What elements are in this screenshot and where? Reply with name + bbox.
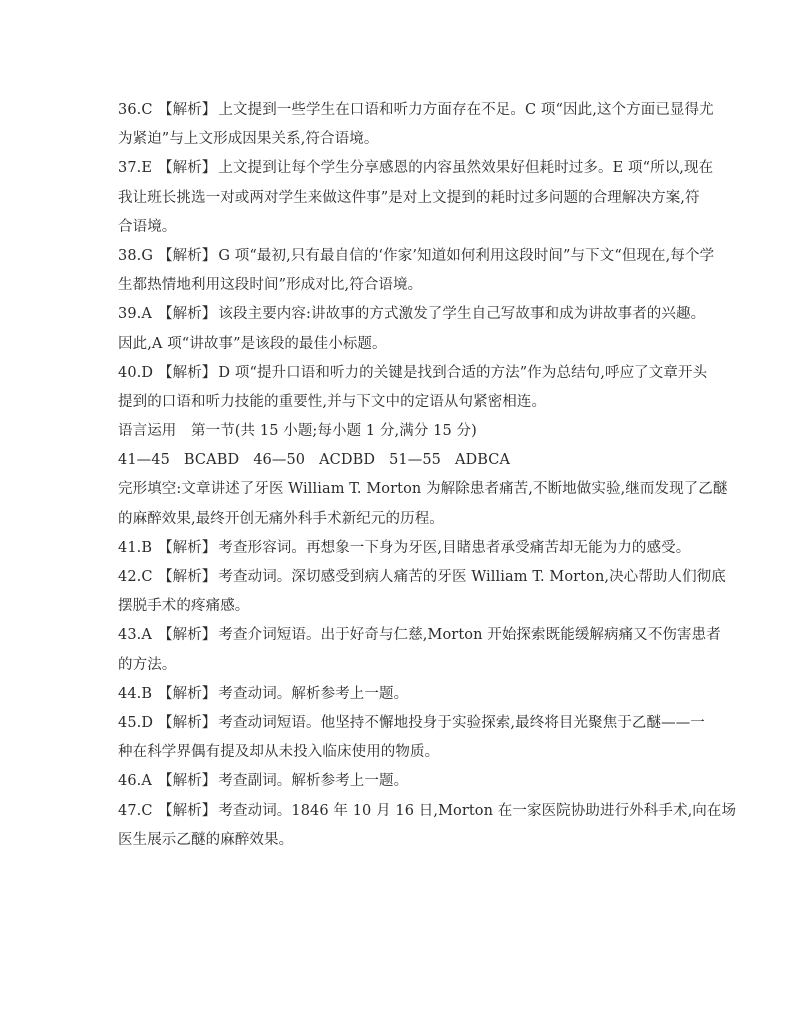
analysis-tag: 【解析】 xyxy=(158,539,217,556)
analysis-tag: 【解析】 xyxy=(158,306,217,323)
analysis-text: 医生展示乙醚的麻醉效果。 xyxy=(118,831,294,848)
question-number: 46.A xyxy=(118,773,152,790)
question-number: 44.B xyxy=(118,685,153,702)
analysis-tag: 【解析】 xyxy=(158,802,217,819)
answer-item-40 xyxy=(118,359,708,417)
question-number: 45.D xyxy=(118,714,154,731)
analysis-tag: 【解析】 xyxy=(158,247,217,264)
answer-item-37 xyxy=(118,154,714,242)
analysis-tag: 【解析】 xyxy=(158,627,217,644)
analysis-text: 考查形容词。再想象一下身为牙医,目睹患者承受痛苦却无能为力的感受。 xyxy=(218,539,691,556)
analysis-text: 上文提到让每个学生分享感恩的内容虽然效果好但耗时过多。E 项“所以,现在 xyxy=(218,160,714,177)
analysis-text: 考查动词短语。他坚持不懈地投身于实验探索,最终将目光聚焦于乙醚——一 xyxy=(218,714,705,731)
analysis-text: 种在科学界偶有提及却从未投入临床使用的物质。 xyxy=(118,744,440,761)
answer-item-45 xyxy=(118,709,705,767)
analysis-text: 我让班长挑选一对或两对学生来做这件事”是对上文提到的耗时过多问题的合理解决方案,符 xyxy=(118,189,700,206)
question-number: 38.G xyxy=(118,247,154,264)
answer-range: 41—45 xyxy=(118,452,170,469)
summary-text: 的麻醉效果,最终开创无痛外科手术新纪元的历程。 xyxy=(118,510,444,527)
analysis-text: G 项“最初,只有最自信的‘作家’知道如何利用这段时间”与下文“但现在,每个学 xyxy=(218,247,715,264)
answer-item-38 xyxy=(118,242,715,300)
analysis-text: 考查介词短语。出于好奇与仁慈,Morton 开始探索既能缓解病痛又不伤害患者 xyxy=(218,627,721,644)
analysis-text: 考查动词。深切感受到病人痛苦的牙医 William T. Morton,决心帮助人们彻底 xyxy=(218,569,726,585)
cloze-summary xyxy=(118,475,728,533)
answer-letters: ACDBD xyxy=(319,452,376,469)
question-number: 47.C xyxy=(118,802,153,819)
analysis-text: 的方法。 xyxy=(118,656,177,673)
answer-range: 46—50 xyxy=(253,452,306,469)
analysis-text: 摆脱手术的疼痛感。 xyxy=(118,598,250,615)
answer-item-46 xyxy=(118,767,698,796)
analysis-text: 为紧迫”与上文形成因果关系,符合语境。 xyxy=(118,131,379,148)
analysis-text: 考查动词。1846 年 10 月 16 日,Morton 在一家医院协助进行外科手术,向在场 xyxy=(218,802,737,819)
question-number: 37.E xyxy=(118,160,153,177)
analysis-text: 提到的口语和听力技能的重要性,并与下文中的定语从句紧密相连。 xyxy=(118,393,547,410)
question-number: 39.A xyxy=(118,306,152,323)
analysis-tag: 【解析】 xyxy=(158,102,217,118)
analysis-tag: 【解析】 xyxy=(158,160,217,177)
analysis-tag: 【解析】 xyxy=(158,569,217,585)
analysis-tag: 【解析】 xyxy=(158,364,217,381)
answer-range: 51—55 xyxy=(389,452,441,469)
question-number: 41.B xyxy=(118,539,153,556)
answer-item-47 xyxy=(118,797,737,855)
analysis-text: 考查副词。解析参考上一题。 xyxy=(218,773,409,790)
analysis-text: 因此,A 项“讲故事”是该段的最佳小标题。 xyxy=(118,335,387,352)
answer-letters: ADBCA xyxy=(454,452,511,469)
answer-item-43 xyxy=(118,621,721,679)
analysis-tag: 【解析】 xyxy=(158,773,217,790)
analysis-text: 上文提到一些学生在口语和听力方面存在不足。C 项“因此,这个方面已显得尤 xyxy=(218,102,714,118)
section-heading: 语言运用 第一节(共 15 小题;每小题 1 分,满分 15 分) xyxy=(118,423,477,440)
analysis-tag: 【解析】 xyxy=(158,714,217,731)
answer-letters: BCABD xyxy=(183,452,240,469)
question-number: 36.C xyxy=(118,102,153,118)
answer-item-39 xyxy=(118,300,706,358)
question-number: 42.C xyxy=(118,569,153,585)
analysis-text: 该段主要内容:讲故事的方式激发了学生自己写故事和成为讲故事者的兴趣。 xyxy=(218,306,706,323)
answer-item-36 xyxy=(118,96,714,154)
analysis-text: 合语境。 xyxy=(118,218,177,235)
analysis-tag: 【解析】 xyxy=(158,685,217,702)
summary-text: 完形填空:文章讲述了牙医 William T. Morton 为解除患者痛苦,不断地做实验,继而发现了乙醚 xyxy=(118,481,728,498)
analysis-text: 考查动词。解析参考上一题。 xyxy=(218,685,409,702)
question-number: 43.A xyxy=(118,627,152,644)
answer-item-41 xyxy=(118,534,698,563)
answer-key-line xyxy=(118,446,698,475)
answer-item-42 xyxy=(118,563,726,621)
answer-item-44 xyxy=(118,680,698,709)
question-number: 40.D xyxy=(118,364,154,381)
answer-key-page xyxy=(118,96,737,855)
analysis-text: 生都热情地利用这段时间”形成对比,符合语境。 xyxy=(118,277,423,294)
analysis-text: D 项“提升口语和听力的关键是找到合适的方法”作为总结句,呼应了文章开头 xyxy=(218,364,708,381)
